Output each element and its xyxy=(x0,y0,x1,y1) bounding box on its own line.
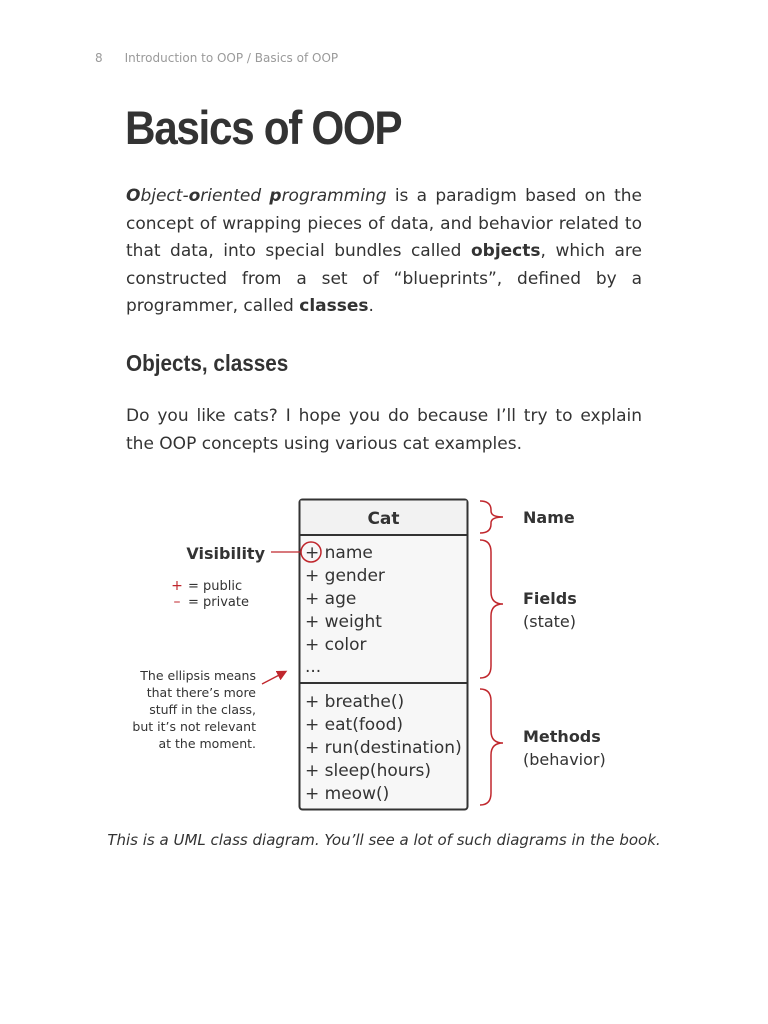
field-item: + gender xyxy=(305,566,385,586)
ellipsis-note-line: at the moment. xyxy=(158,736,256,751)
figure-caption: This is a UML class diagram. You’ll see a lot of such diagrams in the book. xyxy=(107,831,661,849)
method-item: + eat(food) xyxy=(305,715,404,735)
term-part-bject: bject- xyxy=(140,186,189,206)
name-label: Name xyxy=(523,508,575,527)
methods-sublabel: (behavior) xyxy=(523,750,606,769)
method-item: + meow() xyxy=(305,784,390,804)
term-letter-o1: O xyxy=(126,186,141,206)
term-part-rogramming: rogramming xyxy=(281,186,387,206)
term-letter-p: p xyxy=(269,186,282,206)
page-title: Basics of OOP xyxy=(125,101,402,154)
page-number: 8 xyxy=(95,51,103,65)
field-item: + color xyxy=(305,635,367,655)
intro-text-1: is a paradigm based on the concept of wrapping pieces of data, and behavior related to that data, into special bundles called xyxy=(126,186,642,261)
methods-brace xyxy=(480,689,503,805)
intro-text-3: . xyxy=(368,296,374,316)
field-item: + weight xyxy=(305,612,382,632)
legend-private-text: = private xyxy=(188,595,249,610)
fields-label: Fields xyxy=(523,589,577,608)
ellipsis-arrow xyxy=(262,672,285,684)
method-item: + sleep(hours) xyxy=(305,761,431,781)
fields-sublabel: (state) xyxy=(523,612,577,631)
ellipsis-note-line: but it’s not relevant xyxy=(132,719,256,734)
visibility-label: Visibility xyxy=(186,544,265,563)
field-item: + age xyxy=(305,589,357,609)
field-ellipsis: ... xyxy=(305,657,322,677)
ellipsis-note-line: that there’s more xyxy=(146,685,256,700)
legend-public-text: = public xyxy=(188,579,243,594)
legend-private-symbol: – xyxy=(173,594,181,610)
field-item: + name xyxy=(305,543,373,563)
ellipsis-note-line: The ellipsis means xyxy=(140,668,256,683)
breadcrumb: Introduction to OOP / Basics of OOP xyxy=(124,51,339,65)
method-item: + breathe() xyxy=(305,692,405,712)
ellipsis-note-line: stuff in the class, xyxy=(149,702,256,717)
legend-public-symbol: + xyxy=(171,578,183,594)
name-brace xyxy=(480,501,503,533)
term-part-riented: riented xyxy=(200,186,270,206)
intro-text-2: , which are constructed from a set of “blueprints”, defined by a programmer, called xyxy=(126,241,642,316)
section-title: Objects, classes xyxy=(126,350,289,376)
class-name: Cat xyxy=(367,509,400,529)
term-letter-o2: o xyxy=(188,186,201,206)
section-paragraph: Do you like cats? I hope you do because I’ll try to explain the OOP concepts using various cat examples. xyxy=(126,406,642,454)
term-objects: objects xyxy=(470,241,541,261)
method-item: + run(destination) xyxy=(305,738,462,758)
term-classes: classes xyxy=(299,296,369,316)
fields-brace xyxy=(480,540,503,678)
methods-label: Methods xyxy=(523,727,601,746)
